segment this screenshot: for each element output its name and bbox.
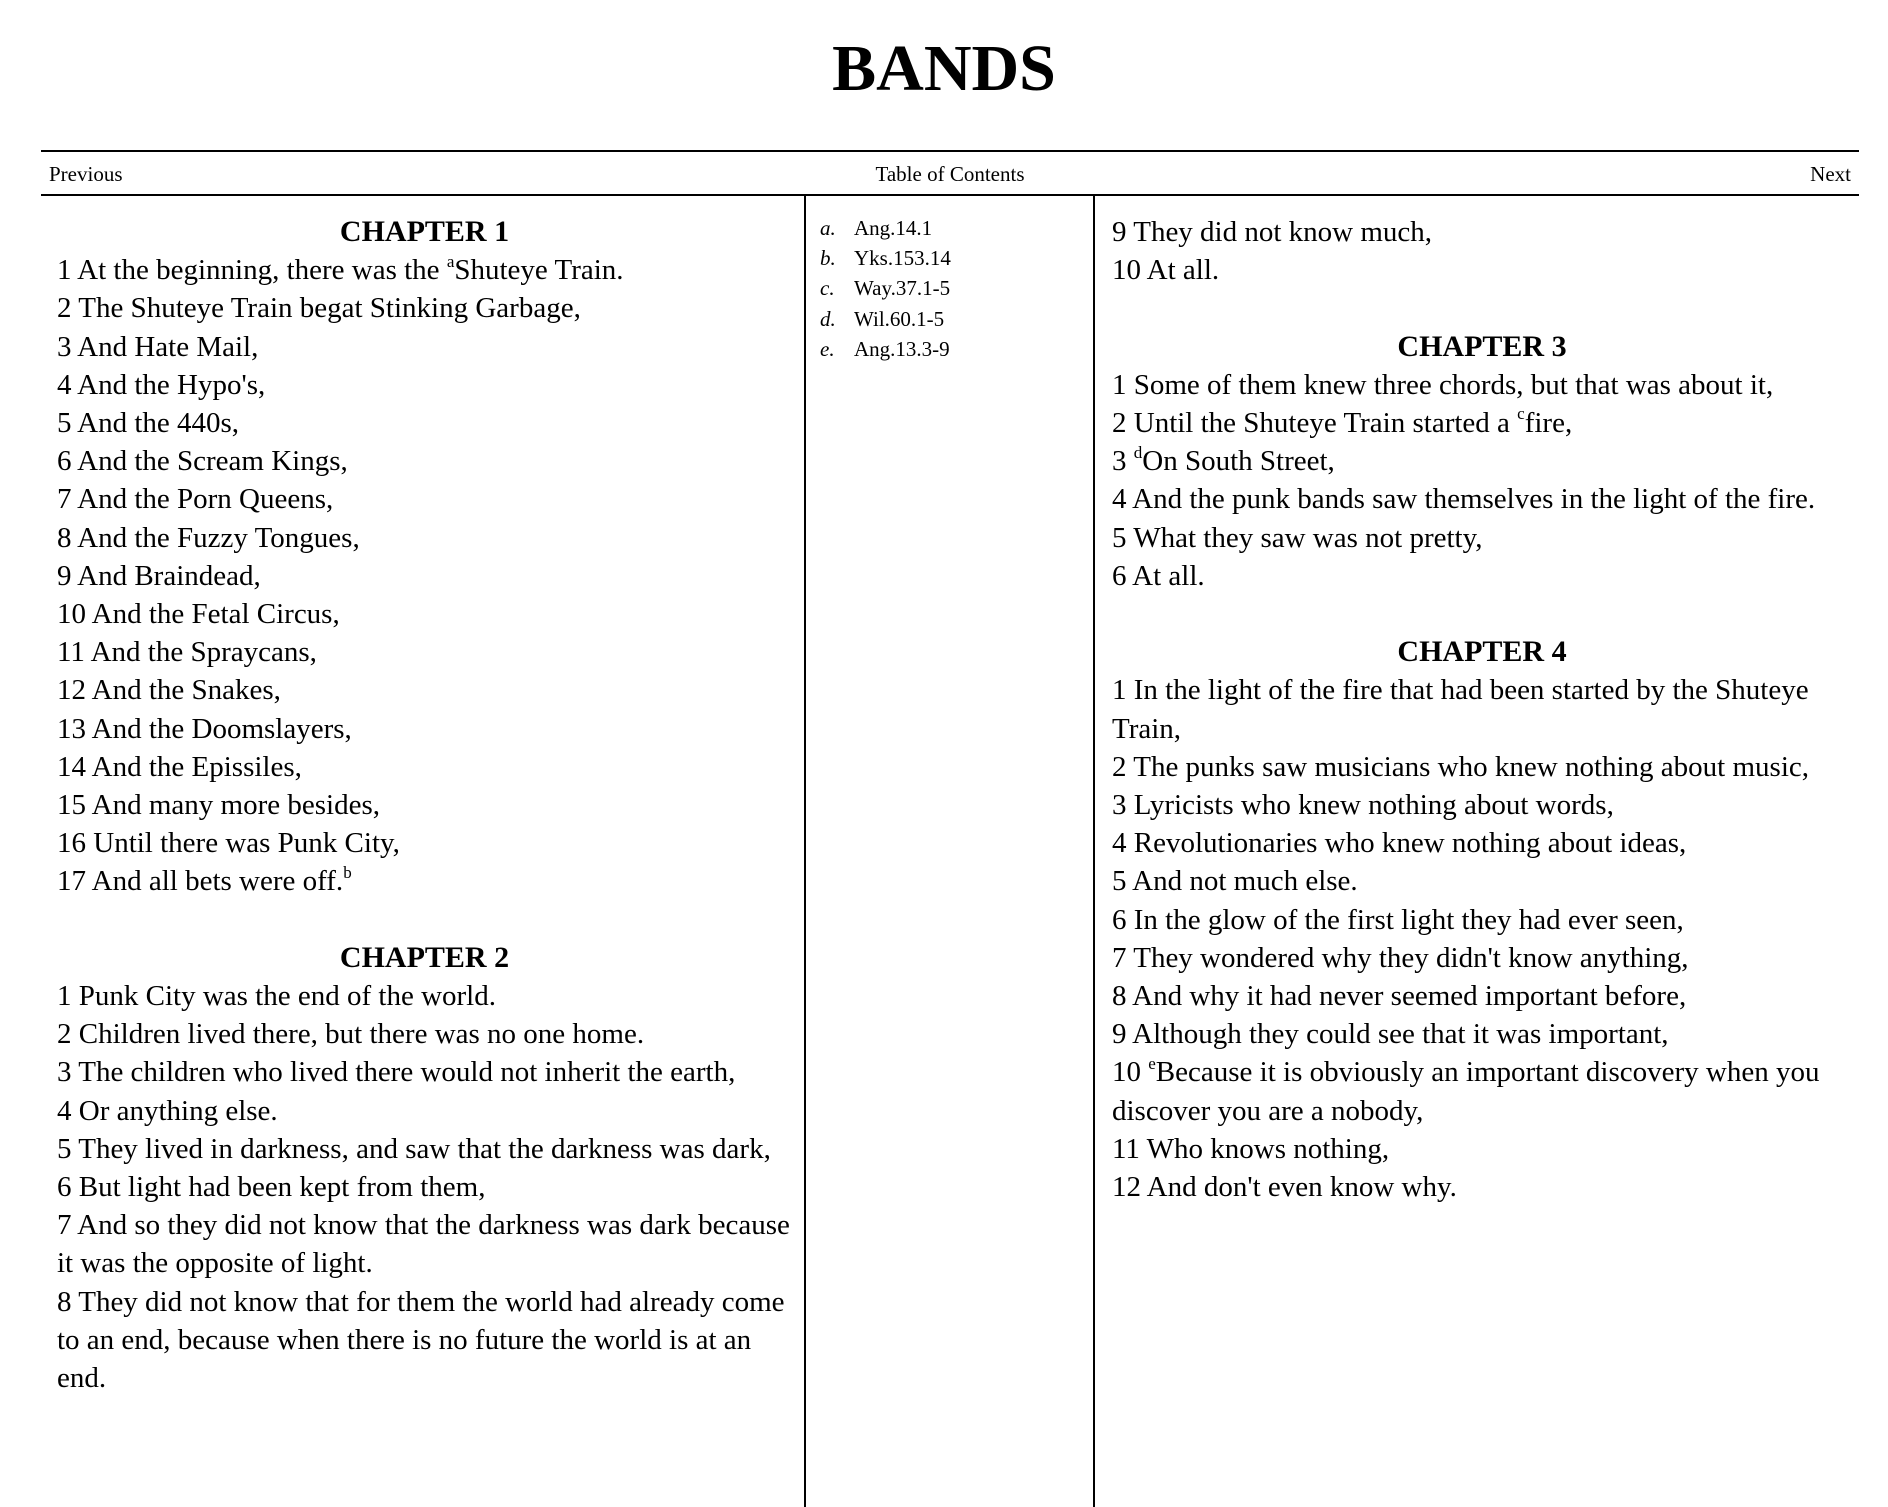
verse: 1 Some of them knew three chords, but that was about it,: [1112, 368, 1774, 401]
verse: 3 The children who lived there would not inherit the earth,: [57, 1056, 736, 1089]
chapter-2-heading: CHAPTER 2: [339, 940, 510, 974]
verse: 5 And not much else.: [1112, 865, 1358, 898]
verse: 5 And the 440s,: [57, 407, 240, 440]
verse: 9 And Braindead,: [57, 559, 261, 592]
verse: 2 Children lived there, but there was no one home.: [57, 1018, 645, 1051]
verse: 3 $^d$On South Street,: [1112, 442, 1335, 478]
verse: 8 And the Fuzzy Tongues,: [57, 521, 360, 554]
reference-item[interactable]: [820, 334, 1080, 364]
verse: 4 And the Hypo's,: [57, 368, 266, 401]
verse: 1 At the beginning, there was the $^a$Shuteye Train.: [57, 251, 624, 287]
verse: 8 They did not know that for them the world had already come to an end, because when there is no future the world is at an end.: [57, 1285, 785, 1395]
verse: 7 And so they did not know that the darkness was dark because it was the opposite of light.: [57, 1209, 790, 1280]
verse: 5 What they saw was not pretty,: [1112, 521, 1483, 554]
reference-item[interactable]: [820, 243, 1080, 273]
verse: 9 Although they could see that it was important,: [1112, 1018, 1669, 1051]
reference-item[interactable]: [820, 304, 1080, 334]
left-text-column: [57, 213, 792, 1397]
previous-link[interactable]: Previous: [49, 162, 123, 186]
verse: 3 And Hate Mail,: [57, 330, 259, 363]
reference-citation: Wil.60.1-5: [854, 306, 945, 331]
navigation-bar: [41, 150, 1859, 196]
verse: 12 And the Snakes,: [57, 674, 281, 707]
verse: 15 And many more besides,: [57, 789, 380, 822]
verse: 1 In the light of the fire that had been started by the Shuteye Train,: [1112, 674, 1809, 745]
verse: 4 Revolutionaries who knew nothing about ideas,: [1112, 827, 1687, 860]
verse: 10 $^e$Because it is obviously an important discovery when you discover you are a nobody,: [1112, 1053, 1820, 1127]
reference-item[interactable]: [820, 273, 1080, 303]
reference-citation: Ang.13.3-9: [854, 336, 950, 361]
verse: 1 Punk City was the end of the world.: [57, 980, 496, 1013]
verse: 12 And don't even know why.: [1112, 1171, 1457, 1204]
column-divider: [1093, 196, 1095, 1507]
reference-item[interactable]: [820, 213, 1080, 243]
verse: 10 And the Fetal Circus,: [57, 598, 340, 631]
verse: 6 But light had been kept from them,: [57, 1171, 486, 1204]
verse: 2 Until the Shuteye Train started a $^c$fire,: [1112, 404, 1573, 439]
footnote-marker[interactable]: a: [446, 251, 455, 271]
verse: 13 And the Doomslayers,: [57, 712, 352, 745]
column-divider: [804, 196, 806, 1507]
verse: 7 They wondered why they didn't know anything,: [1112, 941, 1689, 974]
verse: 2 The punks saw musicians who knew nothing about music,: [1112, 750, 1810, 783]
chapter-3-heading: CHAPTER 3: [1397, 329, 1567, 363]
chapter-4-heading: CHAPTER 4: [1397, 635, 1567, 669]
table-of-contents-link[interactable]: Table of Contents: [875, 162, 1025, 186]
verse: 6 At all.: [1112, 559, 1205, 592]
verse: 11 And the Spraycans,: [57, 636, 317, 669]
page-title: BANDS: [832, 32, 1056, 105]
verse: 9 They did not know much,: [1112, 216, 1433, 248]
reference-letter: d.: [820, 306, 836, 331]
verse: 6 And the Scream Kings,: [57, 445, 348, 478]
footnote-marker[interactable]: d: [1133, 442, 1143, 462]
verse: 17 And all bets were off.$^b$: [57, 862, 352, 898]
reference-letter: c.: [820, 276, 835, 301]
verse: 8 And why it had never seemed important before,: [1112, 980, 1687, 1013]
reference-letter: a.: [820, 216, 836, 240]
reference-letter: b.: [820, 246, 836, 271]
reference-citation: Ang.14.1: [854, 216, 933, 240]
verse: 5 They lived in darkness, and saw that the darkness was dark,: [57, 1132, 771, 1165]
references-column: [820, 213, 1080, 364]
spacer: [57, 901, 792, 939]
reference-letter: e.: [820, 336, 835, 361]
next-link[interactable]: Next: [1810, 162, 1851, 186]
verse: 7 And the Porn Queens,: [57, 483, 334, 516]
verse: 16 Until there was Punk City,: [57, 827, 400, 860]
footnote-marker[interactable]: c: [1517, 404, 1525, 424]
verse: 10 At all.: [1112, 254, 1220, 287]
verse: 3 Lyricists who knew nothing about words,: [1112, 789, 1614, 822]
spacer: [1112, 595, 1852, 633]
footnote-marker[interactable]: b: [343, 862, 352, 882]
verse: 6 In the glow of the first light they had ever seen,: [1112, 903, 1684, 936]
verse: 11 Who knows nothing,: [1112, 1132, 1390, 1165]
verse: 4 Or anything else.: [57, 1094, 278, 1127]
verse: 2 The Shuteye Train begat Stinking Garbage,: [57, 292, 581, 325]
reference-citation: Way.37.1-5: [854, 276, 951, 301]
verse: 4 And the punk bands saw themselves in the light of the fire.: [1112, 483, 1816, 516]
spacer: [1112, 289, 1852, 327]
reference-citation: Yks.153.14: [854, 246, 951, 271]
verse: 14 And the Epissiles,: [57, 750, 302, 783]
footnote-marker[interactable]: e: [1148, 1053, 1156, 1073]
chapter-1-heading: CHAPTER 1: [339, 215, 510, 248]
right-text-column: [1112, 213, 1852, 1206]
